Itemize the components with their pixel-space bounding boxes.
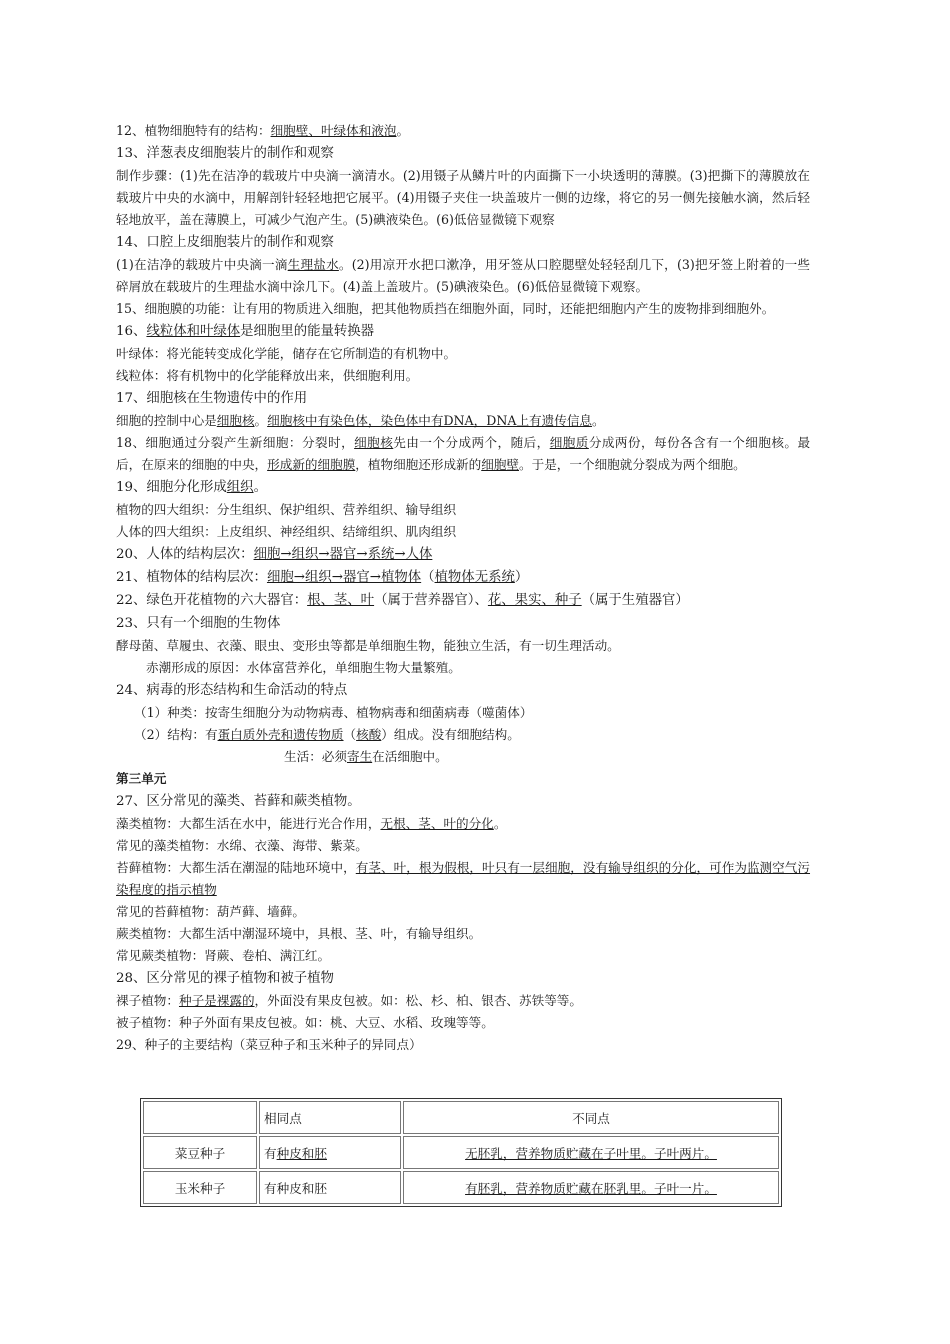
underlined-text: 根、茎、叶	[307, 593, 375, 608]
underlined-text: 无胚乳，营养物质贮藏在子叶里。子叶两片。	[465, 1146, 717, 1161]
table-header-cell: 不同点	[403, 1101, 779, 1134]
item-21	[116, 566, 810, 589]
text: 先由一个分成两个，随后，	[393, 435, 550, 450]
same-cell	[259, 1136, 401, 1169]
underlined-text: 细胞质	[549, 435, 589, 450]
item-20	[116, 543, 810, 566]
underlined-text: 种皮和胚	[276, 1146, 327, 1161]
virus-life	[116, 746, 810, 768]
virus-types: （1）种类：按寄生细胞分为动物病毒、植物病毒和细菌病毒（噬菌体）	[134, 705, 533, 720]
item-13-steps: 制作步骤：(1)先在洁净的载玻片中央滴一滴清水。(2)用镊子从鳞片叶的内面撕下一小块透明的薄膜。(3)把撕下的薄膜放在载玻片中央的水滴中，用解剖针轻轻地把它展平。(4)用镊子夹住一块盖玻片一侧的边缘，将它的另一侧先接触水滴，然后轻轻地放平，盖在薄膜上，可减少气泡产生。(5)碘液染色。(6)低倍显微镜下观察	[116, 168, 810, 227]
moss-line	[116, 857, 810, 901]
diff-cell	[403, 1171, 779, 1204]
table-row	[143, 1171, 779, 1204]
same-cell	[259, 1171, 401, 1204]
text: 22、绿色开花植物的六大器官：	[116, 593, 308, 608]
human-tissues: 人体的四大组织：上皮组织、神经组织、结缔组织、肌肉组织	[116, 524, 457, 539]
fern-line: 蕨类植物：大都生活中潮湿环境中，具根、茎、叶，有输导组织。	[116, 926, 482, 941]
item-23-body: 酵母菌、草履虫、衣藻、眼虫、变形虫等都是单细胞生物，能独立生活，有一切生理活动。	[116, 638, 620, 653]
text: 细胞的控制中心是	[116, 413, 217, 428]
seed-name-cell: 玉米种子	[143, 1171, 257, 1204]
underlined-text: 细胞核	[216, 413, 255, 428]
text: ）组成。没有细胞结构。	[381, 727, 520, 742]
text: ，外面没有果皮包被。如：松、杉、柏、银杏、苏铁等等。	[254, 993, 582, 1008]
underlined-text: 种子是裸露的	[178, 993, 255, 1008]
text: 是细胞里的能量转换器	[240, 324, 375, 339]
underlined-text: 形成新的细胞膜	[267, 457, 356, 472]
text: （2）结构：有	[134, 727, 218, 742]
item-13-heading: 13、洋葱表皮细胞装片的制作和观察	[116, 146, 334, 161]
item-29-heading: 29、种子的主要结构（菜豆种子和玉米种子的异同点）	[116, 1037, 422, 1052]
table-header-cell: 相同点	[259, 1101, 401, 1134]
underlined-text: 细胞→组织→器官→植物体	[266, 570, 422, 585]
item-15: 15、细胞膜的功能：让有用的物质进入细胞，把其他物质挡在细胞外面，同时，还能把细胞内产生的废物排到细胞外。	[116, 301, 775, 316]
text: 有	[264, 1146, 277, 1161]
underlined-text: 有胚乳，营养物质贮藏在胚乳里。子叶一片。	[465, 1181, 717, 1196]
text: 20、人体的结构层次：	[116, 547, 254, 562]
text: 。	[592, 413, 605, 428]
item-17-body	[116, 410, 810, 432]
table-row	[143, 1136, 779, 1169]
item-28-heading: 28、区分常见的裸子植物和被子植物	[116, 971, 334, 986]
angiosperm-line: 被子植物：种子外面有果皮包被。如：桃、大豆、水稻、玫瑰等等。	[116, 1015, 494, 1030]
text: 19、细胞分化形成	[116, 480, 227, 495]
plant-tissues: 植物的四大组织：分生组织、保护组织、营养组织、输导组织	[116, 502, 457, 517]
table-header-row	[143, 1101, 779, 1134]
text: 藻类植物：大都生活在水中，能进行光合作用，	[116, 816, 381, 831]
text: 。	[396, 123, 410, 138]
text: (1)在洁净的载玻片中央滴一滴	[116, 257, 288, 272]
text: 分成两份，每份各含有一个细胞核。最后，在原来的细胞的中央，	[116, 435, 811, 472]
item-17-heading: 17、细胞核在生物遗传中的作用	[116, 391, 308, 406]
underlined-text: 细胞核中有染色体，染色体中有DNA，DNA上有遗传信息	[267, 413, 593, 428]
text: 。	[253, 480, 267, 495]
underlined-text: 线粒体和叶绿体	[146, 324, 241, 339]
gymnosperm-line	[116, 990, 810, 1012]
text: （	[343, 727, 357, 742]
algae-line	[116, 813, 810, 835]
unit-3-heading: 第三单元	[116, 771, 167, 786]
underlined-text: 细胞壁、叶绿体和液泡	[270, 123, 397, 138]
item-12	[116, 120, 810, 142]
item-14-steps	[116, 254, 810, 298]
underlined-text: 核酸	[356, 727, 382, 742]
text: 。	[493, 816, 507, 831]
common-fern: 常见蕨类植物：肾蕨、卷柏、满江红。	[116, 948, 331, 963]
common-moss: 常见的苔藓植物：葫芦藓、墙藓。	[116, 904, 305, 919]
underlined-text: 植物体无系统	[434, 570, 515, 585]
item-27-heading: 27、区分常见的藻类、苔藓和蕨类植物。	[116, 794, 361, 809]
underlined-text: 组织	[226, 480, 254, 495]
underlined-text: 细胞→组织→器官→系统→人体	[253, 547, 433, 562]
text: 。	[254, 413, 268, 428]
text: ）	[514, 570, 529, 585]
text: 在活细胞中。	[372, 749, 448, 764]
text: 21、植物体的结构层次：	[116, 570, 267, 585]
underlined-text: 寄生	[346, 749, 373, 764]
item-16-heading	[116, 320, 810, 343]
seed-comparison-table	[140, 1098, 782, 1207]
text: 。于是，一个细胞就分裂成为两个细胞。	[519, 457, 746, 472]
mitochondria-line: 线粒体：将有机物中的化学能释放出来，供细胞利用。	[116, 368, 419, 383]
chloroplast-line: 叶绿体：将光能转变成化学能，储存在它所制造的有机物中。	[116, 346, 457, 361]
underlined-text: 细胞壁	[481, 457, 519, 472]
diff-cell	[403, 1136, 779, 1169]
underlined-text: 无根、茎、叶的分化	[380, 816, 494, 831]
document-page	[116, 120, 810, 1056]
text: 有种皮和胚	[264, 1181, 327, 1196]
red-tide-line: 赤潮形成的原因：水体富营养化，单细胞生物大量繁殖。	[146, 660, 461, 675]
text: 12、植物细胞特有的结构：	[116, 123, 271, 138]
underlined-text: 蛋白质外壳和遗传物质	[217, 727, 344, 742]
item-23-heading: 23、只有一个细胞的生物体	[116, 616, 281, 631]
item-18	[116, 432, 810, 476]
underlined-text: 花、果实、种子	[487, 593, 582, 608]
underlined-text: 有茎、叶，根为假根，叶只有一层细胞，没有输导组织的分化，可作为监测空气污染程度的指示植物	[116, 860, 811, 897]
seed-name-cell: 菜豆种子	[143, 1136, 257, 1169]
text: （属于生殖器官）	[581, 593, 689, 608]
underlined-text: 生理盐水	[287, 257, 339, 272]
item-22	[116, 589, 810, 612]
text: （属于营养器官）、	[374, 593, 488, 608]
item-14-heading: 14、口腔上皮细胞装片的制作和观察	[116, 235, 334, 250]
underlined-text: 细胞核	[354, 435, 394, 450]
text: 。(2)用凉开水把口漱净，用牙签从口腔腮壁处轻轻刮几下，(3)把牙签上附着的一些碎屑放在载玻片的生理盐水滴中涂几下。(4)盖上盖玻片。(5)碘液染色。(6)低倍显微镜下观察。	[116, 257, 811, 294]
table-header-cell	[143, 1101, 257, 1134]
text: ，植物细胞还形成新的	[355, 457, 482, 472]
item-19-heading	[116, 476, 810, 499]
item-24-heading: 24、病毒的形态结构和生命活动的特点	[116, 683, 348, 698]
virus-structure	[116, 724, 810, 746]
common-algae: 常见的藻类植物：水绵、衣藻、海带、紫菜。	[116, 838, 368, 853]
text: 18、细胞通过分裂产生新细胞：分裂时，	[116, 435, 355, 450]
text: 苔藓植物：大都生活在潮湿的陆地环境中，	[116, 860, 356, 875]
text: （	[421, 570, 435, 585]
text: 裸子植物：	[116, 993, 179, 1008]
text: 生活：必须	[284, 749, 347, 764]
text: 16、	[116, 324, 147, 339]
